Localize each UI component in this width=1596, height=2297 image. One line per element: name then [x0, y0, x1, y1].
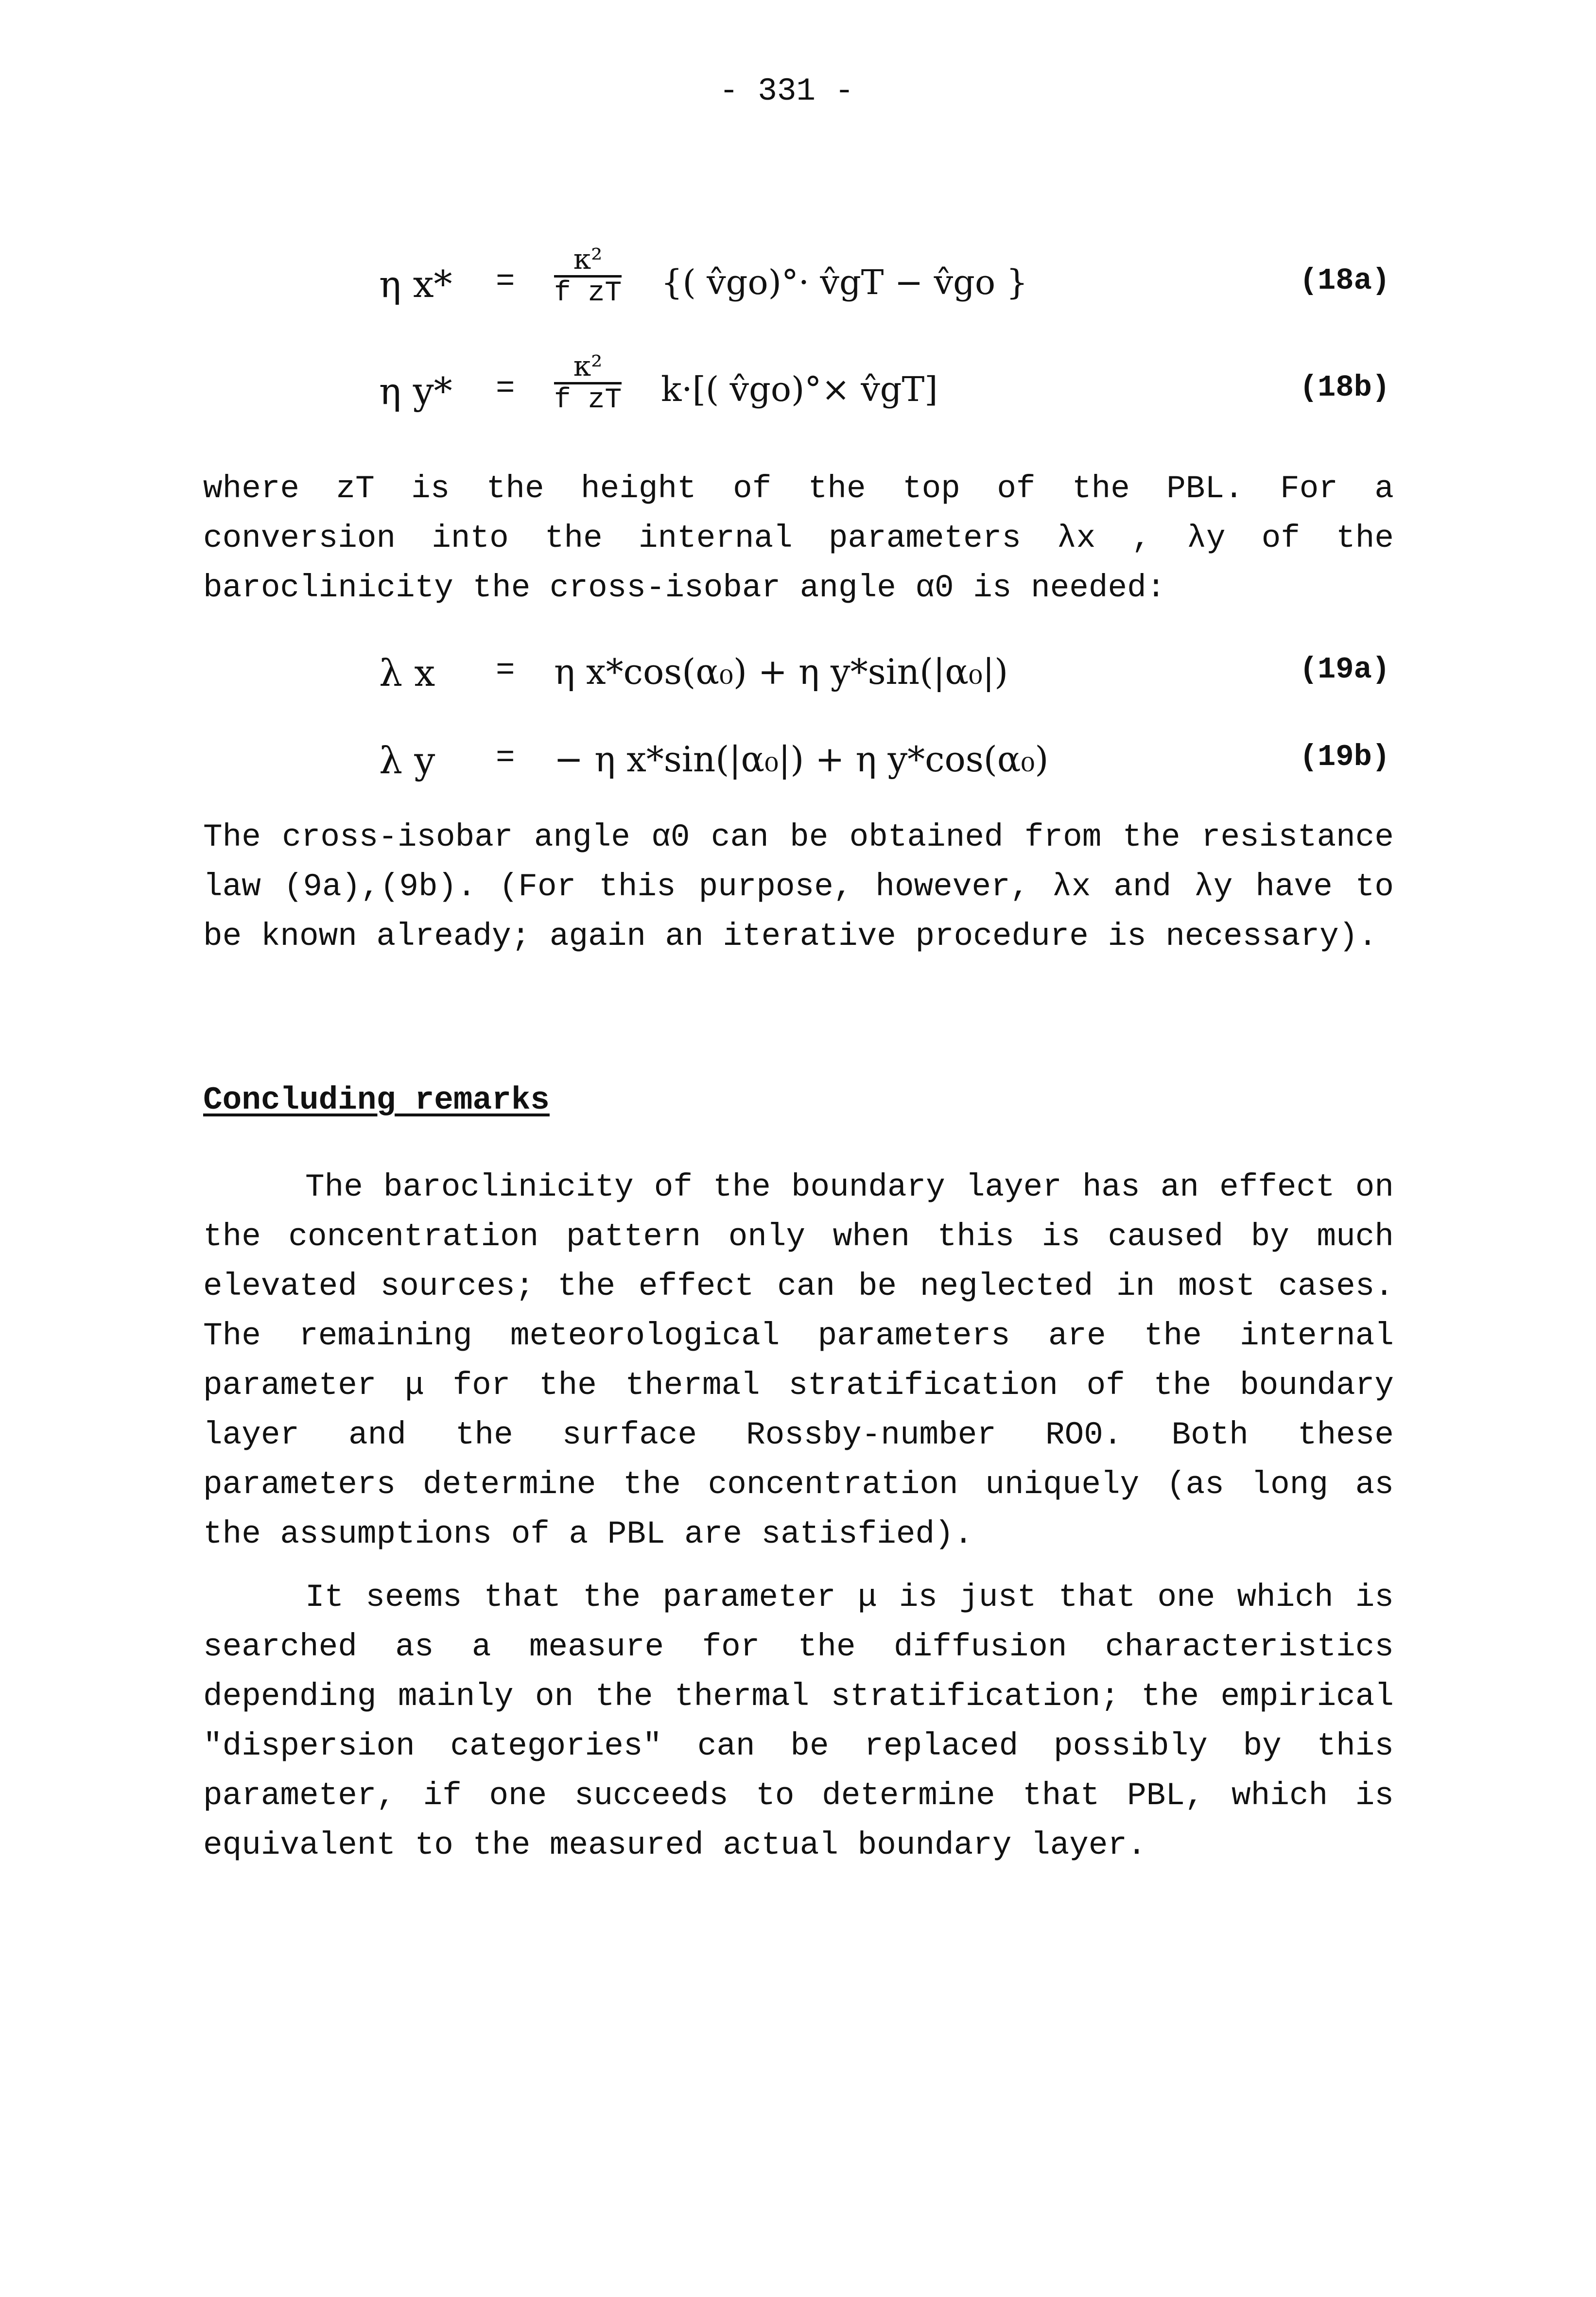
equals-sign: = [496, 263, 515, 300]
fraction-numerator: κ² [554, 244, 622, 278]
equation-rhs: − η x*sin(|α₀|) + η y*cos(α₀) [554, 739, 1049, 780]
paragraph-parameter-mu: It seems that the parameter μ is just that one which is searched as a measure for the diffusion characteristics depending mainly on the thermal stratification; the empirical "dispersion categories" can be replaced possibly by this parameter, if one succeeds to determine that PBL, which is equivalent to the measured actual boundary layer. [203, 1579, 1394, 1863]
equation-lhs: λ x [379, 651, 435, 695]
equation-19a [369, 642, 1390, 710]
equation-lhs: η y* [379, 369, 452, 413]
equation-lhs: η x* [379, 262, 452, 306]
equation-rhs: η x*cos(α₀) + η y*sin(|α₀|) [554, 651, 1008, 692]
equals-sign: = [496, 740, 515, 776]
equation-label: (19a) [1299, 652, 1390, 687]
equation-label: (18a) [1299, 263, 1390, 298]
equation-rhs: {( v̂go)°· v̂gT − v̂go } [661, 262, 1028, 302]
equation-label: (18b) [1299, 370, 1390, 405]
fraction [554, 244, 622, 309]
equation-18b [369, 349, 1390, 428]
fraction-numerator: κ² [554, 351, 622, 384]
equation-label: (19b) [1299, 740, 1390, 774]
equation-18a [369, 243, 1390, 321]
page-number: - 331 - [719, 73, 854, 109]
section-heading: Concluding remarks [203, 1082, 550, 1118]
equals-sign: = [496, 370, 515, 407]
equation-19b [369, 729, 1390, 797]
paragraph-conversion: where zT is the height of the top of the PBL. For a conversion into the internal parameters λx , λy of the baroclinicity the cross-isobar angle α0 is needed: [203, 470, 1394, 606]
equation-rhs: k·[( v̂go)°× v̂gT] [661, 369, 938, 409]
paragraph-cross-isobar: The cross-isobar angle α0 can be obtained from the resistance law (9a),(9b). (For this purpose, however, λx and λy have to be known already; again an iterative procedure is necessary). [203, 819, 1394, 955]
paragraph-baroclinicity: The baroclinicity of the boundary layer has an effect on the concentration pattern only when this is caused by much elevated sources; the effect can be neglected in most cases. The remaining meteorological parameters are the internal parameter μ for the thermal stratification of the boundary layer and the surface Rossby-number RO0. Both these parameters determine the concentration uniquely (as long as the assumptions of a PBL are satisfied). [203, 1169, 1394, 1552]
fraction-denominator: f zT [554, 278, 622, 309]
equation-lhs: λ y [379, 739, 435, 782]
fraction [554, 351, 622, 416]
fraction-denominator: f zT [554, 384, 622, 416]
equals-sign: = [496, 652, 515, 689]
